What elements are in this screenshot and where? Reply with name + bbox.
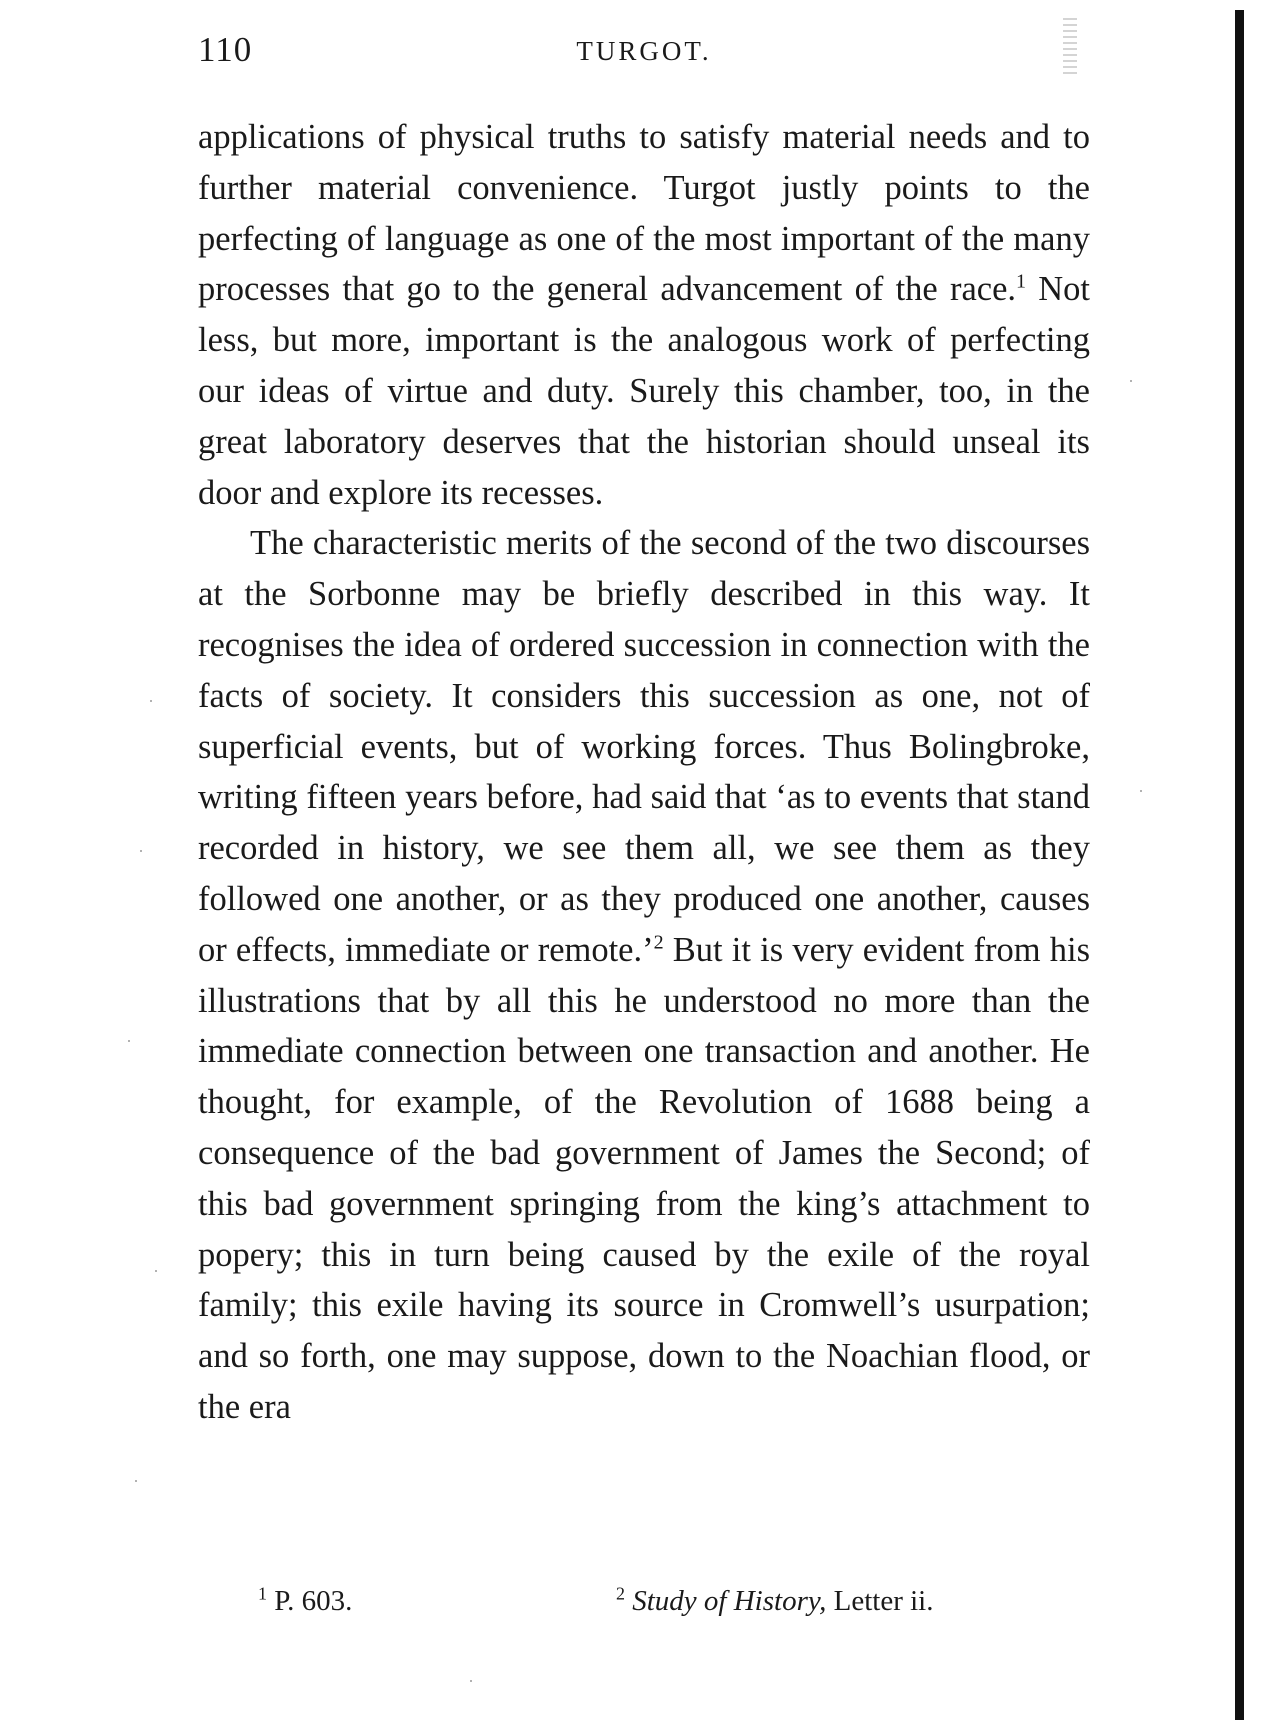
paragraph-text: Not less, but more, important is the analogous work of perfecting our ideas of virtue and duty. Surely this chamber, too, in the great laboratory deserves that the historian should unseal its door and explore its recesses. — [198, 270, 1091, 512]
footnotes — [198, 1585, 1090, 1625]
running-head — [198, 30, 1090, 80]
paragraph — [198, 112, 1090, 518]
footnote-2 — [616, 1585, 933, 1618]
footnote-1 — [258, 1585, 352, 1618]
paragraph-text: applications of physical truths to satisfy material needs and to further material convenience. Turgot justly points to the perfecting of language as one of the most important of the many processes that go to the general advancement of the race. — [198, 118, 1090, 309]
footnote-title: Study of History, — [632, 1585, 827, 1617]
page-number: 110 — [198, 30, 253, 69]
dust-speck — [150, 700, 152, 702]
dust-speck — [1130, 380, 1132, 382]
paragraph — [198, 518, 1090, 1432]
footnote-marker: 1 — [258, 1583, 267, 1604]
footnote-text: Letter ii. — [826, 1585, 934, 1617]
paragraph-text: But it is very evident from his illustrations that by all this he understood no more than the immediate connection between one transaction and another. He thought, for example, of the Revolution of 1688 being a consequence of the bad government of James the Second; of this bad government springing from the king’s attachment to popery; this in turn being caused by the exile of the royal family; this exile having its source in Cromwell’s usurpation; and so forth, one may suppose, down to the Noachian flood, or the era — [198, 930, 1091, 1426]
dust-speck — [470, 1680, 472, 1682]
footnote-marker: 2 — [616, 1583, 625, 1604]
paragraph-text: The characteristic merits of the second of the two discourses at the Sorbonne may be briefly described in this way. It recognises the idea of ordered succession in connection with the facts of society. It considers this succession as one, not of superficial events, but of working forces. Thus Bolingbroke, writing fifteen years before, had said that ‘as to events that stand recorded in history, we see them all, we see them as they followed one another, or as they produced one another, causes or effects, immediate or remote.’ — [198, 524, 1090, 969]
dust-speck — [1140, 790, 1142, 792]
dust-speck — [140, 850, 142, 852]
dust-speck — [128, 1040, 130, 1042]
dust-speck — [155, 1270, 157, 1272]
page-edge-shadow — [1235, 10, 1244, 1720]
footnote-ref-1: 1 — [1016, 270, 1027, 293]
footnote-ref-2: 2 — [653, 931, 664, 954]
dust-speck — [135, 1480, 137, 1482]
body-text — [198, 112, 1090, 1433]
running-title: TURGOT. — [576, 36, 712, 66]
footnote-text: P. 603. — [274, 1585, 353, 1617]
